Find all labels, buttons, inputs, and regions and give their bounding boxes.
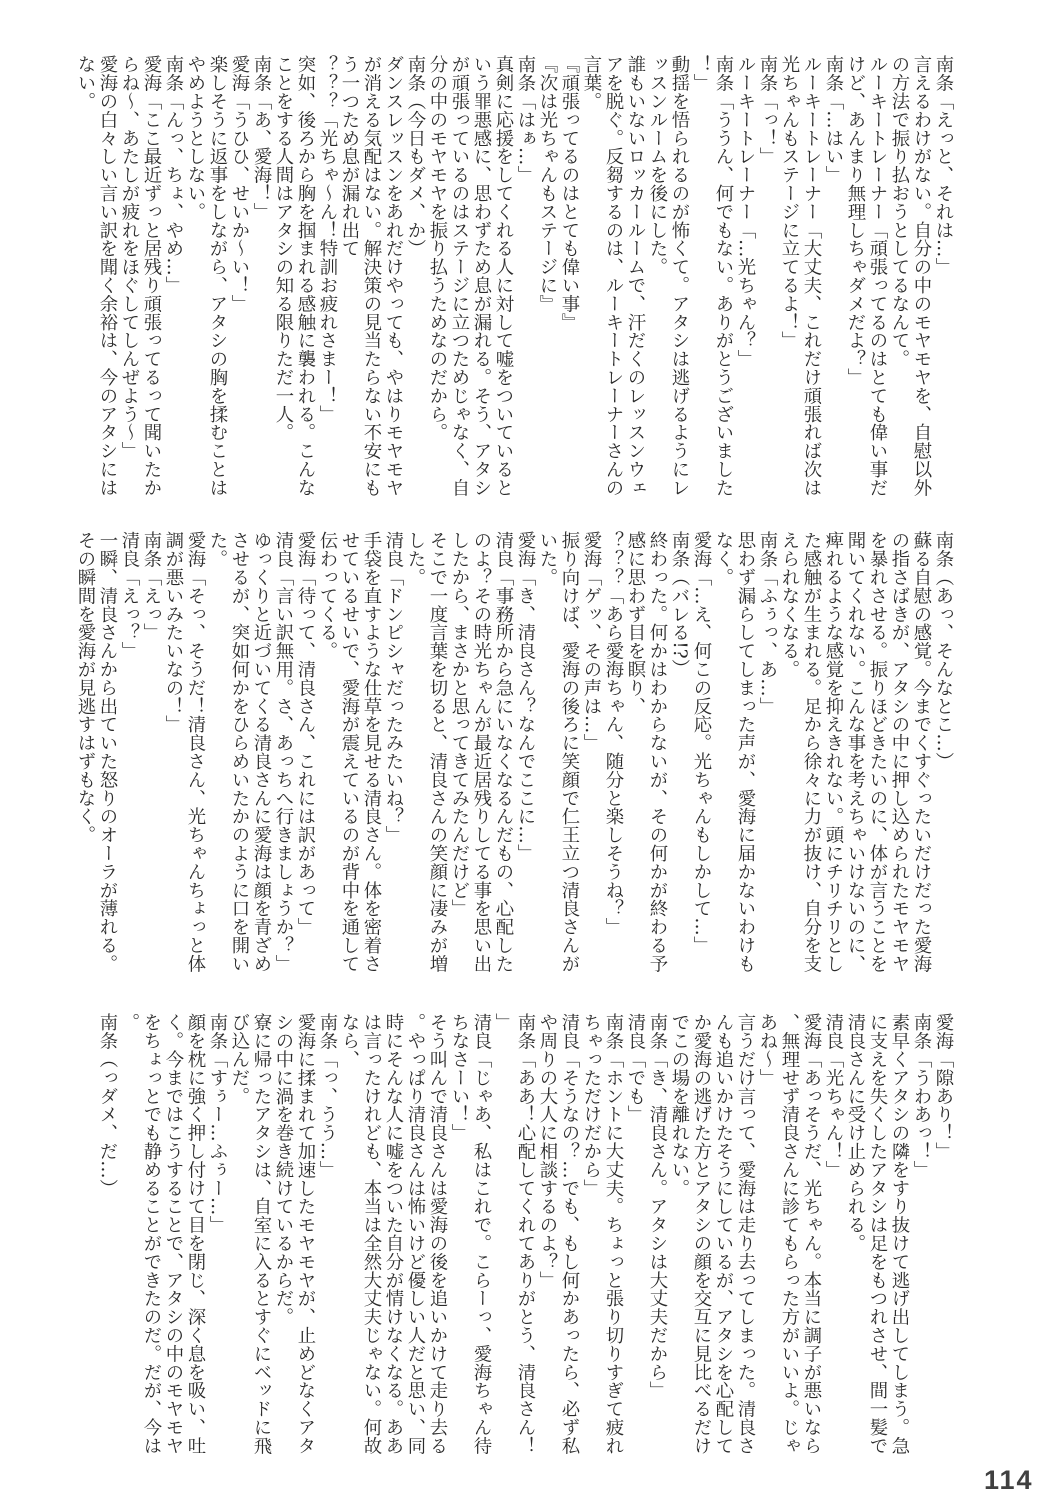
text-column: を暴れさせる。振りほどきたいのに、体が言うことを [867, 531, 888, 973]
text-column: 南条「ホントに大丈夫。ちょっと張り切りすぎて疲れ [603, 1013, 624, 1455]
text-column: 愛海に揉まれて加速したモヤモヤが、止めどなくアタ [295, 1013, 316, 1455]
text-column: のよ？その時光ちゃんが最近居残りしてる事を思い出 [471, 531, 492, 973]
text-column: 愛海「待って、清良さん、これには訳があって」 [295, 531, 316, 936]
text-column: は言ったけれども、本当は全然大丈夫じゃない。何故 [361, 1013, 382, 1455]
text-column: 光ちゃんもステージに立てるよ！」 [779, 55, 800, 350]
text-column: 動揺を悟られるのが怖くて。アタシは逃げるようにレ [669, 55, 690, 497]
text-column: 、無理せず清良さんに診てもらった方がいいよ。じゃ [779, 1013, 800, 1455]
text-column: 南条「あ、愛海！」 [251, 55, 272, 221]
text-column: に支えを失くしたアタシは足をもつれさせ、間一髪で [867, 1013, 888, 1455]
text-column: 南条「ああ！心配してくれてありがとう、清良さん！ [515, 1013, 536, 1455]
text-column: させるが、突如何かをひらめいたかのように口を開い [229, 531, 250, 973]
text-column: 清良「じゃあ、私はこれで。こらーっ、愛海ちゃん待 [471, 1013, 492, 1455]
text-column: ちゃっただけだから」 [581, 1013, 602, 1197]
text-column: 痺れるような感覚を抑えきれない。頭にチリチリとし [823, 531, 844, 973]
text-column: 」 [493, 1013, 514, 1032]
text-column: いう罪悪感に、思わずため息が漏れる。そう、アタシ [471, 55, 492, 497]
text-column: ！」 [691, 55, 712, 92]
text-column: ちなさーい！」 [449, 1013, 470, 1142]
text-column: をちょっとでも静めることができたのだ。だが、今は [141, 1013, 162, 1455]
text-column: 『次は光ちゃんもステージに』 [537, 55, 558, 313]
text-column: 楽しそうに返事をしながら、アタシの胸を揉むことは [207, 55, 228, 497]
text-column: でこの場を離れない。 [669, 1013, 690, 1197]
text-column: 分の中のモヤモヤを振り払うためなのだから。 [427, 55, 448, 442]
text-column: が消える気配はない。解決策の見当たらない不安にも [361, 55, 382, 497]
text-column: 蘇る自慰の感覚。今までくすぐったいだけだった愛海 [911, 531, 932, 973]
text-column: したから、まさかと思ってきてみたんだけど」 [449, 531, 470, 918]
text-column: 一瞬、清良さんから出ていた怒りのオーラが薄れる。 [97, 531, 118, 973]
text-column: 清良さんに受け止められる。 [845, 1013, 866, 1253]
text-column: 南条「えっと、それは…」 [933, 55, 954, 276]
text-column: 南条「っ！」 [757, 55, 778, 166]
text-column: ？？？「あら愛海ちゃん、随分と楽しそうね？」 [603, 531, 624, 936]
text-column: 南条「はぁ…」 [515, 55, 536, 184]
text-column: なく。 [713, 531, 734, 587]
text-column: 終わった。何かはわからないが、その何かが終わる予 [647, 531, 668, 973]
text-column: 。 [119, 1013, 140, 1032]
text-column: 清良「言い訳無用。さ、あっちへ行きましょうか？」 [273, 531, 294, 973]
text-column: 愛海「隙あり！」 [933, 1013, 954, 1161]
text-column: 真剣に応援をしてくれる人に対して嘘をついていると [493, 55, 514, 497]
text-column: 愛海「うひひ、せいか～い！」 [229, 55, 250, 313]
text-column: ゆっくりと近づいてくる清良さんに愛海は顔を青ざめ [251, 531, 272, 973]
text-column: 聞いてくれない。こんな事を考えちゃいけないのに、 [845, 531, 866, 973]
text-column: ルーキートレーナー「大丈夫、これだけ頑張れば次は [801, 55, 822, 497]
text-column: 愛海の白々しい言い訳を聞く余裕は、今のアタシには [97, 55, 118, 497]
text-column: 言葉。 [581, 55, 602, 111]
text-column: が頑張っているのはステージに立つためじゃなく、自 [449, 55, 470, 497]
text-column: ダンスレッスンをあれだけやっても、やはりモヤモヤ [383, 55, 404, 497]
text-column: 南条「うわあっ！」 [911, 1013, 932, 1179]
text-column: ？？？「光ちゃ～ん！特訓お疲れさまー！」 [317, 55, 338, 423]
text-column: その瞬間を愛海が見逃すはずもなく。 [75, 531, 96, 844]
text-column: なら、 [339, 1013, 360, 1069]
text-column: た感触が生まれる。足から徐々に力が抜け、自分を支 [801, 531, 822, 973]
text-column: 南条「んっ、ちょ、やめ…」 [163, 55, 184, 295]
text-column: 南条「ふぅっ、あ…」 [757, 531, 778, 715]
text-column: ことをする人間はアタシの知る限りただ一人。 [273, 55, 294, 442]
text-column: やめようとしない。 [185, 55, 206, 221]
text-column: た。 [207, 531, 228, 568]
text-column: 南条「っ、うう…」 [317, 1013, 338, 1179]
text-column: く。今まではこうすることで、アタシの中のモヤモヤ [163, 1013, 184, 1455]
text-column: 清良「えっ？」 [119, 531, 140, 660]
text-column: いた。 [537, 531, 558, 587]
text-column: 愛海「き、清良さん？なんでここに…」 [515, 531, 536, 863]
text-column: 南条（今日もダメ、か） [405, 55, 426, 258]
text-column: 伝わってくる。 [317, 531, 338, 660]
text-column: 清良「ドンピシャだったみたいね？」 [383, 531, 404, 844]
text-column: 手袋を直すような仕草を見せる清良さん。体を密着さ [361, 531, 382, 973]
text-column: 寮に帰ったアタシは、自室に入るとすぐにベッドに飛 [251, 1013, 272, 1455]
text-block-bottom [74, 1013, 954, 1465]
page-number: 114 [984, 1465, 1034, 1495]
text-column: 愛海「そっ、そうだ！清良さん、光ちゃんちょっと体 [185, 531, 206, 973]
text-column: らね～、あたしが疲れをほぐしてしんぜよう～」 [119, 55, 140, 460]
text-column: ルーキートレーナー「頑張ってるのはとても偉い事だ [867, 55, 888, 497]
text-column: 南条「えっ」 [141, 531, 162, 642]
text-column: アを脱ぐ。反芻するのは、ルーキートレーナーさんの [603, 55, 624, 497]
text-column: の指さばきが、アタシの中に押し込められたモヤモヤ [889, 531, 910, 973]
text-column: そこで一度言葉を切ると、清良さんの笑顔に凄みが増 [427, 531, 448, 973]
text-column: 南条（バレる!?） [669, 531, 690, 678]
text-column: 調が悪いみたいなの！」 [163, 531, 184, 734]
text-column: う一つため息が漏れ出て [339, 55, 360, 258]
text-column: けど、あんまり無理しちゃダメだよ？」 [845, 55, 866, 387]
text-column: 南条（あっ、そんなとこ…） [933, 531, 954, 771]
text-column: 清良「事務所から急にいなくなるんだもの、心配した [493, 531, 514, 973]
text-column: 振り向けば、愛海の後ろに笑顔で仁王立つ清良さんが [559, 531, 580, 973]
text-column: 『頑張ってるのはとても偉い事』 [559, 55, 580, 331]
text-column: 感に思わず目を瞑り、 [625, 531, 646, 715]
text-column: えられなくなる。 [779, 531, 800, 679]
text-column: シの中に渦を巻き続けているからだ。 [273, 1013, 294, 1326]
text-column: 南条（っダメ、だ…） [97, 1013, 118, 1197]
text-column: 言えるわけがない。自分の中のモヤモヤを、自慰以外 [911, 55, 932, 497]
text-column: せているせいで、愛海が震えているのが背中を通して [339, 531, 360, 973]
text-column: ルーキートレーナー「…光ちゃん？」 [735, 55, 756, 368]
text-block-middle [74, 531, 954, 983]
text-column: 清良「光ちゃん！」 [823, 1013, 844, 1179]
text-column: んも追いかけたそうにしているが、アタシを心配して [713, 1013, 734, 1455]
text-column: そう叫んで清良さんは愛海の後を追いかけて走り去る [427, 1013, 448, 1455]
text-column: 南条「…はい」 [823, 55, 844, 184]
text-column: 愛海「ここ最近ずっと居残り頑張ってるって聞いたか [141, 55, 162, 497]
text-column: 思わず漏らしてしまった声が、愛海に届かないわけも [735, 531, 756, 973]
text-column: か愛海の逃げた方とアタシの顔を交互に見比べるだけ [691, 1013, 712, 1455]
text-block-top [74, 55, 954, 507]
text-column: 愛海「ゲッ、その声は…」 [581, 531, 602, 752]
text-column: の方法で振り払おうとしてるなんて。 [889, 55, 910, 368]
text-column: 南条「ううん、何でもない。ありがとうございました [713, 55, 734, 497]
text-column: ッスンルームを後にした。 [647, 55, 668, 276]
text-column: 愛海「あっそうだ、光ちゃん。本当に調子が悪いなら [801, 1013, 822, 1455]
text-column: 誰もいないロッカールームで、汗だくのレッスンウェ [625, 55, 646, 497]
text-column: び込んだ。 [229, 1013, 250, 1105]
text-column: した。 [405, 531, 426, 587]
text-column: 清良「そうなの？…でも、もし何かあったら、必ず私 [559, 1013, 580, 1455]
text-column: 愛海「…え、何この反応。光ちゃんもしかして…」 [691, 531, 712, 955]
text-column: 清良「でも」 [625, 1013, 646, 1124]
text-column: 。やっぱり清良さんは怖いけど優しい人だと思い、同 [405, 1013, 426, 1455]
text-column: ない。 [75, 55, 96, 111]
text-column: 時にそんな人に嘘をついた自分が情けなくなる。ああ [383, 1013, 404, 1455]
text-column: 顔を枕に強く押し付けて目を閉じ、深く息を吸い、吐 [185, 1013, 206, 1455]
text-column: 突如、後ろから胸を掴まれる感触に襲われる。こんな [295, 55, 316, 497]
text-column: あね～」 [757, 1013, 778, 1087]
text-column: 言うだけ言って、愛海は走り去ってしまった。清良さ [735, 1013, 756, 1455]
text-column: や周りの大人に相談するのよ？」 [537, 1013, 558, 1289]
text-column: 南条「すぅー…ふぅー…」 [207, 1013, 228, 1234]
text-column: 素早くアタシの隣をすり抜けて逃げ出してしまう。急 [889, 1013, 910, 1455]
text-column: 南条「き、清良さん。アタシは大丈夫だから」 [647, 1013, 668, 1400]
